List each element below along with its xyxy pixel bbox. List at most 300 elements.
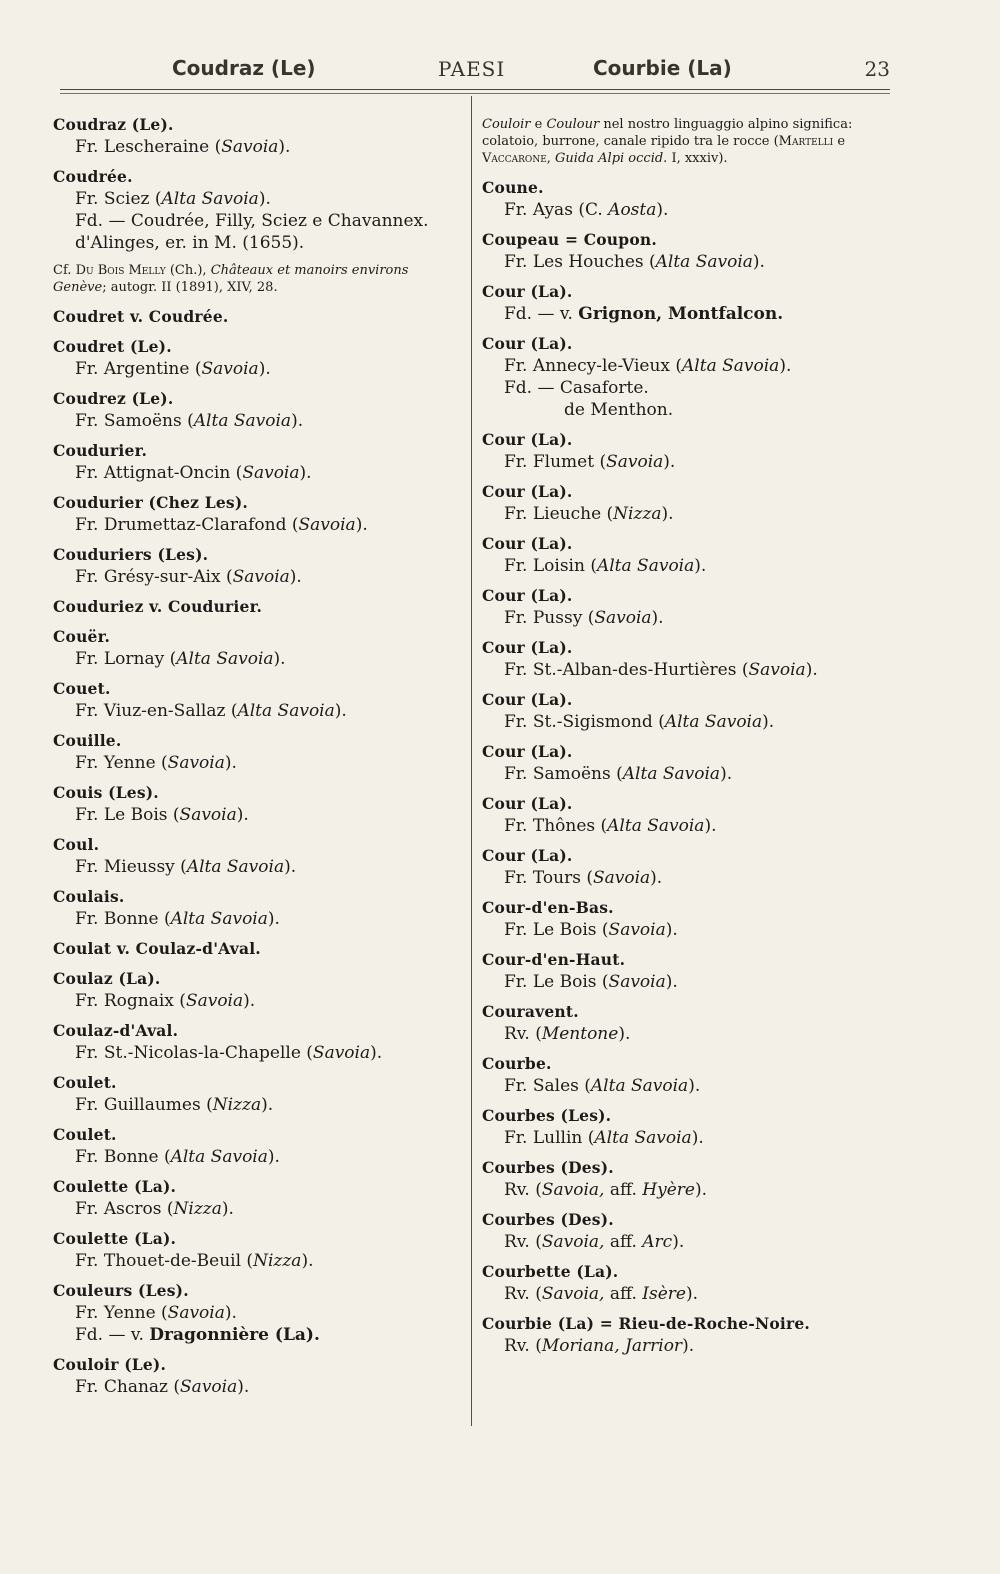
dictionary-entry	[53, 1280, 463, 1346]
location-text: aff.	[604, 1180, 643, 1200]
location-text: ).	[237, 1377, 250, 1397]
cross-reference: Dragonnière (La).	[149, 1325, 320, 1345]
entry-headword: Coulaz-d'Aval.	[53, 1021, 179, 1040]
dictionary-entry	[482, 177, 892, 221]
location-text: ).	[665, 972, 678, 992]
location-text: ).	[651, 608, 664, 628]
entry-location-line	[482, 711, 892, 733]
location-text: Fr. Loisin (	[504, 556, 597, 576]
location-text: aff.	[604, 1232, 643, 1252]
region-name: Savoia	[592, 868, 651, 888]
location-text: Fr. St.-Sigismond (	[504, 712, 665, 732]
dictionary-entry	[482, 949, 892, 993]
location-text: ).	[355, 515, 368, 535]
region-name: Savoia	[185, 991, 244, 1011]
dictionary-entry	[53, 938, 463, 960]
location-text: ).	[273, 649, 286, 669]
region-name: Alta Savoia	[590, 1076, 689, 1096]
column-divider	[471, 96, 472, 1426]
entry-location-line	[482, 1127, 892, 1149]
entry-location-line	[53, 1302, 463, 1324]
dictionary-entry	[53, 114, 463, 158]
dictionary-entry	[482, 533, 892, 577]
location-text: ).	[224, 1303, 237, 1323]
dictionary-entry	[482, 1209, 892, 1253]
entry-location-line	[482, 399, 892, 421]
dictionary-entry	[53, 166, 463, 254]
entry-location-line	[482, 503, 892, 525]
location-text: Fr. Samoëns (	[75, 411, 194, 431]
entry-location-line	[53, 648, 463, 670]
location-text: Fr. St.-Alban-des-Hurtières (	[504, 660, 749, 680]
entry-headword: Coune.	[482, 178, 544, 197]
region-name: Mentone	[541, 1024, 619, 1044]
location-text: Fr. Chanaz (	[75, 1377, 181, 1397]
dictionary-entry	[53, 1124, 463, 1168]
location-text: Fr. Lullin (	[504, 1128, 595, 1148]
entry-location-line	[53, 1376, 463, 1398]
entry-location-line	[482, 1179, 892, 1201]
dictionary-entry	[482, 1261, 892, 1305]
location-text: ).	[682, 1336, 695, 1356]
location-text: Rv. (	[504, 1284, 542, 1304]
dictionary-entry	[482, 229, 892, 273]
entry-location-line	[53, 232, 463, 254]
dictionary-entry	[53, 336, 463, 380]
entry-headword: Couis (Les).	[53, 783, 159, 802]
region-name: Savoia	[242, 463, 300, 483]
location-text: Fr. Tours (	[504, 868, 593, 888]
entry-location-line	[482, 1023, 892, 1045]
location-text: Fr. Lieuche (	[504, 504, 614, 524]
location-text: ).	[221, 1199, 234, 1219]
region-name: Aosta	[608, 200, 657, 220]
note-text: (Ch.),	[165, 263, 211, 278]
region-name: Savoia	[221, 137, 279, 157]
dictionary-entry	[53, 492, 463, 536]
entry-headword: Coulette (La).	[53, 1229, 177, 1248]
entry-headword: Couravent.	[482, 1002, 579, 1021]
location-text: ).	[779, 356, 792, 376]
entry-headword: Courbe.	[482, 1054, 552, 1073]
entry-location-line	[53, 462, 463, 484]
region-name: Savoia	[179, 805, 237, 825]
location-text: Rv. (	[504, 1180, 542, 1200]
dictionary-entry	[53, 834, 463, 878]
note-title: Châteaux et manoirs environs Genève	[53, 263, 409, 295]
entry-headword: Cour (La).	[482, 690, 573, 709]
dictionary-entry	[482, 281, 892, 325]
entry-location-line	[53, 566, 463, 588]
dictionary-entry	[53, 626, 463, 670]
entry-headword: Coulet.	[53, 1125, 117, 1144]
river-name: Isère	[642, 1284, 686, 1304]
dictionary-entry	[53, 1354, 463, 1398]
note-author: Du Bois Melly	[75, 263, 166, 278]
entry-location-line	[482, 607, 892, 629]
region-name: Nizza	[173, 1199, 222, 1219]
entry-location-line	[482, 251, 892, 273]
note-title: Guida Alpi occid.	[555, 151, 668, 166]
location-text: ).	[267, 909, 280, 929]
location-text: ).	[224, 753, 237, 773]
entry-location-line	[53, 856, 463, 878]
location-text: Fr. Lescheraine (	[75, 137, 222, 157]
entry-location-line	[53, 1042, 463, 1064]
header-right-headword: Courbie (La)	[593, 56, 732, 80]
dictionary-entry	[482, 1313, 892, 1357]
entry-location-line	[53, 700, 463, 722]
entry-location-line	[482, 1231, 892, 1253]
entry-location-line	[53, 210, 463, 232]
entry-location-line	[53, 1198, 463, 1220]
entry-location-line	[482, 919, 892, 941]
region-name: Nizza	[212, 1095, 262, 1115]
location-text: ).	[694, 1180, 707, 1200]
entry-location-line	[482, 815, 892, 837]
entry-headword: Cour (La).	[482, 586, 573, 605]
region-name: Nizza	[613, 504, 662, 524]
location-text: Fr. Yenne (	[75, 753, 168, 773]
entry-location-line	[53, 1146, 463, 1168]
reference-note	[482, 116, 892, 167]
location-text: Fd. — v.	[75, 1325, 150, 1345]
entry-headword: Courbes (Les).	[482, 1106, 612, 1125]
region-name: Alta Savoia	[170, 909, 268, 929]
entry-location-line	[482, 1283, 892, 1305]
location-text: ).	[289, 567, 302, 587]
entry-location-line	[53, 1324, 463, 1346]
note-text: nel nostro linguaggio alpino significa: colatoio, burrone, canale ripido tra le rocce (	[482, 117, 853, 149]
location-text: Fr. Pussy (	[504, 608, 595, 628]
region-name: Alta Savoia	[186, 857, 285, 877]
entry-headword: Coudurier (Chez Les).	[53, 493, 248, 512]
region-name: Savoia	[232, 567, 290, 587]
region-name: Savoia,	[541, 1284, 605, 1304]
dictionary-entry	[53, 440, 463, 484]
region-name: Alta Savoia	[237, 701, 335, 721]
entry-location-line	[482, 1335, 892, 1357]
note-text: e	[833, 134, 846, 149]
location-text: Fr. Sciez (	[75, 189, 162, 209]
entry-headword: Cour (La).	[482, 742, 573, 761]
location-text: ).	[243, 991, 256, 1011]
region-name: Savoia	[608, 972, 666, 992]
entry-location-line	[482, 867, 892, 889]
entry-location-line	[53, 358, 463, 380]
river-name: Hyère	[642, 1180, 695, 1200]
region-name: Alta Savoia	[664, 712, 763, 732]
entry-headword: Cour-d'en-Bas.	[482, 898, 614, 917]
entry-location-line	[53, 514, 463, 536]
location-text: Rv. (	[504, 1336, 542, 1356]
note-author: Martelli	[778, 134, 834, 149]
location-text: Rv. (	[504, 1024, 542, 1044]
region-name: Alta Savoia	[655, 252, 753, 272]
location-text: ).	[370, 1043, 383, 1063]
entry-location-line	[482, 555, 892, 577]
note-text: Cf.	[53, 263, 76, 278]
page-number: 23	[864, 57, 890, 81]
location-text: ).	[267, 1147, 280, 1167]
dictionary-entry	[482, 741, 892, 785]
entry-headword: Courbette (La).	[482, 1262, 619, 1281]
location-text: ).	[299, 463, 312, 483]
entry-location-line	[482, 763, 892, 785]
dictionary-entry	[53, 730, 463, 774]
location-text: ).	[278, 137, 291, 157]
header-rule-thick	[60, 89, 890, 90]
location-text: Fd. — Coudrée, Filly, Sciez e Chavannex.	[75, 211, 429, 231]
note-term: Coulour	[546, 117, 600, 132]
entry-headword: Couduriez v. Coudurier.	[53, 597, 263, 616]
region-name: Savoia	[201, 359, 259, 379]
location-text: ).	[685, 1284, 698, 1304]
dictionary-entry	[482, 637, 892, 681]
entry-headword: Cour (La).	[482, 846, 573, 865]
entry-headword: Cour (La).	[482, 282, 573, 301]
region-name: Savoia	[167, 1303, 225, 1323]
reference-note	[53, 262, 463, 296]
dictionary-entry	[482, 333, 892, 421]
running-header	[60, 50, 890, 90]
entry-headword: Cour (La).	[482, 334, 573, 353]
location-text: Fr. Attignat-Oncin (	[75, 463, 243, 483]
cross-reference: Grignon, Montfalcon.	[578, 304, 784, 324]
note-term: Couloir	[482, 117, 531, 132]
note-text: ,	[546, 151, 556, 166]
dictionary-entry	[482, 1001, 892, 1045]
entry-location-line	[53, 752, 463, 774]
entry-headword: Coudurier.	[53, 441, 148, 460]
region-name: Savoia	[298, 515, 356, 535]
location-text: Fr. Ayas (C.	[504, 200, 609, 220]
dictionary-entry	[482, 897, 892, 941]
dictionary-entry	[53, 1228, 463, 1272]
right-column	[482, 114, 892, 1365]
entry-location-line	[482, 199, 892, 221]
note-text: ; autogr. II (1891), XIV, 28.	[102, 280, 278, 295]
entry-headword: Coudret (Le).	[53, 337, 172, 356]
dictionary-entry	[482, 1105, 892, 1149]
location-text: Fr. Bonne (	[75, 1147, 171, 1167]
region-name: Savoia,	[541, 1180, 605, 1200]
entry-headword: Coudrée.	[53, 167, 133, 186]
location-text: Fr. Mieussy (	[75, 857, 187, 877]
dictionary-entry	[53, 306, 463, 328]
location-text: ).	[752, 252, 765, 272]
header-section-title: PAESI	[438, 57, 506, 81]
entry-headword: Couille.	[53, 731, 122, 750]
entry-headword: Couloir (Le).	[53, 1355, 167, 1374]
left-column	[53, 114, 463, 1406]
region-name: Alta Savoia	[161, 189, 259, 209]
location-text: Fr. Samoëns (	[504, 764, 623, 784]
location-text: Fr. Rognaix (	[75, 991, 186, 1011]
location-text: ).	[284, 857, 297, 877]
location-text: Fr. Le Bois (	[75, 805, 180, 825]
location-text: ).	[672, 1232, 685, 1252]
location-text: ).	[618, 1024, 631, 1044]
dictionary-entry	[482, 585, 892, 629]
location-text: ).	[665, 920, 678, 940]
entry-headword: Cour (La).	[482, 482, 573, 501]
entry-location-line	[482, 1075, 892, 1097]
region-name: Alta Savoia	[607, 816, 705, 836]
location-text: Fr. Ascros (	[75, 1199, 174, 1219]
region-name: Nizza	[253, 1251, 302, 1271]
location-text: ).	[661, 504, 674, 524]
location-text: Fr. Flumet (	[504, 452, 607, 472]
region-name: Savoia	[608, 920, 666, 940]
note-author: Vaccarone	[482, 151, 547, 166]
entry-location-line	[53, 990, 463, 1012]
entry-headword: Cour (La).	[482, 430, 573, 449]
dictionary-entry	[53, 1020, 463, 1064]
entry-location-line	[53, 804, 463, 826]
region-name: Savoia	[312, 1043, 371, 1063]
location-text: Fr. Annecy-le-Vieux (	[504, 356, 683, 376]
location-text: Fr. Argentine (	[75, 359, 202, 379]
entry-headword: Coudraz (Le).	[53, 115, 174, 134]
location-text: ).	[334, 701, 347, 721]
location-text: Fr. Yenne (	[75, 1303, 168, 1323]
location-text: Rv. (	[504, 1232, 542, 1252]
entry-headword: Cour (La).	[482, 534, 573, 553]
location-text: ).	[805, 660, 818, 680]
header-rule-thin	[60, 93, 890, 94]
location-text: ).	[301, 1251, 314, 1271]
location-text: ).	[258, 359, 271, 379]
region-name: Savoia	[606, 452, 664, 472]
entry-headword: Coul.	[53, 835, 100, 854]
dictionary-entry	[53, 782, 463, 826]
entry-location-line	[53, 1250, 463, 1272]
dictionary-entry	[53, 678, 463, 722]
river-name: Arc	[642, 1232, 673, 1252]
location-text: ).	[236, 805, 249, 825]
entry-location-line	[482, 451, 892, 473]
entry-headword: Coulet.	[53, 1073, 117, 1092]
entry-location-line	[482, 659, 892, 681]
entry-location-line	[482, 303, 892, 325]
dictionary-entry	[53, 544, 463, 588]
region-name: Savoia	[594, 608, 652, 628]
region-name: Alta Savoia	[170, 1147, 268, 1167]
location-text: ).	[691, 1128, 704, 1148]
dictionary-entry	[482, 1053, 892, 1097]
entry-headword: Coulaz (La).	[53, 969, 161, 988]
location-text: ).	[291, 411, 304, 431]
entry-location-line	[53, 1094, 463, 1116]
note-text: e	[530, 117, 547, 132]
dictionary-entry	[53, 388, 463, 432]
region-name: Alta Savoia	[682, 356, 780, 376]
location-text: ).	[704, 816, 717, 836]
entry-headword: Couet.	[53, 679, 111, 698]
location-text: Fd. — Casaforte.	[504, 378, 649, 398]
entry-headword: Courbie (La) = Rieu-de-Roche-Noire.	[482, 1314, 810, 1333]
region-name: Moriana, Jarrior	[541, 1336, 683, 1356]
location-text: aff.	[604, 1284, 643, 1304]
dictionary-entry	[482, 481, 892, 525]
location-text: ).	[688, 1076, 701, 1096]
location-text: Fr. Lornay (	[75, 649, 177, 669]
location-text: Fr. Les Houches (	[504, 252, 656, 272]
entry-headword: Courbes (Des).	[482, 1210, 614, 1229]
location-text: ).	[261, 1095, 274, 1115]
location-text: Fr. Viuz-en-Sallaz (	[75, 701, 238, 721]
region-name: Savoia	[167, 753, 225, 773]
location-text: Fr. Sales (	[504, 1076, 591, 1096]
note-text: I, xxxiv).	[667, 151, 728, 166]
entry-headword: Couduriers (Les).	[53, 545, 209, 564]
dictionary-entry	[482, 793, 892, 837]
dictionary-entry	[53, 1072, 463, 1116]
entry-headword: Cour-d'en-Haut.	[482, 950, 626, 969]
location-text: Fr. Grésy-sur-Aix (	[75, 567, 233, 587]
location-text: ).	[694, 556, 707, 576]
location-text: Fr. Thônes (	[504, 816, 608, 836]
location-text: ).	[656, 200, 669, 220]
dictionary-entry	[482, 429, 892, 473]
entry-location-line	[482, 377, 892, 399]
dictionary-entry	[53, 968, 463, 1012]
entry-location-line	[53, 410, 463, 432]
entry-headword: Couër.	[53, 627, 111, 646]
entry-headword: Couleurs (Les).	[53, 1281, 189, 1300]
dictionary-entry	[482, 845, 892, 889]
region-name: Alta Savoia	[594, 1128, 692, 1148]
region-name: Alta Savoia	[176, 649, 274, 669]
location-text: d'Alinges, er. in M. (1655).	[75, 233, 305, 253]
entry-headword: Coudret v. Coudrée.	[53, 307, 229, 326]
region-name: Alta Savoia	[193, 411, 292, 431]
region-name: Alta Savoia	[622, 764, 721, 784]
location-text: Fr. Le Bois (	[504, 920, 609, 940]
entry-location-line	[53, 908, 463, 930]
header-left-headword: Coudraz (Le)	[172, 56, 316, 80]
dictionary-entry	[53, 886, 463, 930]
entry-location-line	[53, 136, 463, 158]
entry-location-line	[53, 188, 463, 210]
location-text: de Menthon.	[564, 400, 674, 420]
entry-headword: Coudrez (Le).	[53, 389, 174, 408]
location-text: ).	[258, 189, 271, 209]
region-name: Savoia,	[541, 1232, 605, 1252]
location-text: ).	[663, 452, 676, 472]
entry-headword: Cour (La).	[482, 638, 573, 657]
location-text: Fr. Le Bois (	[504, 972, 609, 992]
region-name: Savoia	[748, 660, 806, 680]
entry-headword: Coupeau = Coupon.	[482, 230, 657, 249]
entry-headword: Cour (La).	[482, 794, 573, 813]
location-text: Fr. Drumettaz-Clarafond (	[75, 515, 299, 535]
location-text: ).	[650, 868, 663, 888]
entry-location-line	[482, 971, 892, 993]
location-text: ).	[762, 712, 775, 732]
region-name: Savoia	[180, 1377, 238, 1397]
entry-headword: Coulais.	[53, 887, 125, 906]
location-text: Fr. Thouet-de-Beuil (	[75, 1251, 254, 1271]
entry-headword: Coulat v. Coulaz-d'Aval.	[53, 939, 261, 958]
dictionary-entry	[53, 1176, 463, 1220]
location-text: Fd. — v.	[504, 304, 579, 324]
entry-headword: Coulette (La).	[53, 1177, 177, 1196]
region-name: Alta Savoia	[596, 556, 695, 576]
location-text: Fr. Guillaumes (	[75, 1095, 213, 1115]
dictionary-entry	[53, 596, 463, 618]
